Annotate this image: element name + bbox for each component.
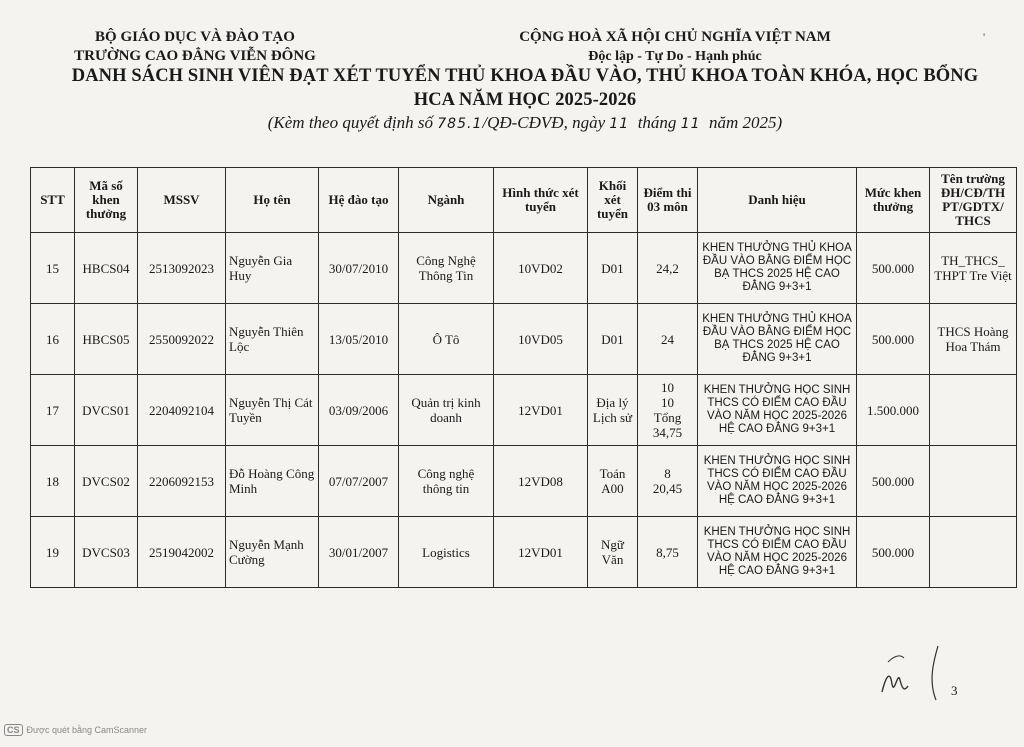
cell-award-amount: 1.500.000 bbox=[857, 375, 930, 446]
camscanner-icon: CS bbox=[4, 724, 23, 736]
document-subtitle bbox=[30, 113, 1020, 133]
cell-program: 03/09/2006 bbox=[319, 375, 399, 446]
cell-award-amount: 500.000 bbox=[857, 304, 930, 375]
header-student-id: MSSV bbox=[138, 168, 226, 233]
cell-student-id: 2550092022 bbox=[138, 304, 226, 375]
table-row bbox=[31, 517, 1017, 588]
cell-school-name bbox=[930, 375, 1017, 446]
cell-major: Công nghệ thông tin bbox=[399, 446, 494, 517]
cell-school-name bbox=[930, 517, 1017, 588]
cell-full-name: Nguyễn Thiên Lộc bbox=[226, 304, 319, 375]
cell-award-code: DVCS01 bbox=[75, 375, 138, 446]
cell-major: Ô Tô bbox=[399, 304, 494, 375]
student-table bbox=[30, 167, 1017, 588]
cell-score: 8 20,45 bbox=[638, 446, 698, 517]
table-row bbox=[31, 375, 1017, 446]
cell-title: KHEN THƯỞNG HỌC SINH THCS CÓ ĐIỂM CAO ĐẦU VÀO NĂM HỌC 2025-2026 HỆ CAO ĐẲNG 9+3+1 bbox=[698, 375, 857, 446]
cell-student-id: 2519042002 bbox=[138, 517, 226, 588]
header-school-name: Tên trường ĐH/CĐ/TH PT/GDTX/ THCS bbox=[930, 168, 1017, 233]
subtitle-mid-2: tháng bbox=[629, 113, 681, 132]
cell-score: 24,2 bbox=[638, 233, 698, 304]
decision-month: 11 bbox=[680, 116, 701, 132]
cell-award-code: DVCS02 bbox=[75, 446, 138, 517]
cell-award-code: HBCS05 bbox=[75, 304, 138, 375]
cell-stt: 15 bbox=[31, 233, 75, 304]
cell-stt: 18 bbox=[31, 446, 75, 517]
cell-admission-method: 12VD08 bbox=[494, 446, 588, 517]
cell-score: 10 10 Tổng 34,75 bbox=[638, 375, 698, 446]
cell-award-code: HBCS04 bbox=[75, 233, 138, 304]
cell-full-name: Nguyễn Gia Huy bbox=[226, 233, 319, 304]
table-row bbox=[31, 446, 1017, 517]
cell-subject-group: D01 bbox=[588, 233, 638, 304]
header-admission-method: Hình thức xét tuyển bbox=[494, 168, 588, 233]
title-line-1: DANH SÁCH SINH VIÊN ĐẠT XÉT TUYỂN THỦ KHOA ĐẦU VÀO, THỦ KHOA TOÀN KHÓA, HỌC BỔNG bbox=[71, 66, 979, 86]
header-stt: STT bbox=[31, 168, 75, 233]
header-left bbox=[50, 28, 340, 66]
header-right bbox=[500, 28, 850, 66]
cell-title: KHEN THƯỞNG HỌC SINH THCS CÓ ĐIỂM CAO ĐẦU VÀO NĂM HỌC 2025-2026 HỆ CAO ĐẲNG 9+3+1 bbox=[698, 517, 857, 588]
cell-stt: 17 bbox=[31, 375, 75, 446]
cell-major: Quản trị kinh doanh bbox=[399, 375, 494, 446]
table-header-row bbox=[31, 168, 1017, 233]
cell-program: 30/07/2010 bbox=[319, 233, 399, 304]
cell-stt: 16 bbox=[31, 304, 75, 375]
header-subject-group: Khối xét tuyển bbox=[588, 168, 638, 233]
cell-major: Công Nghệ Thông Tin bbox=[399, 233, 494, 304]
ministry-name: BỘ GIÁO DỤC VÀ ĐÀO TẠO bbox=[95, 29, 295, 45]
cell-school-name: TH_THCS_ THPT Tre Việt bbox=[930, 233, 1017, 304]
subtitle-mid-1: /QĐ-CĐVĐ, ngày bbox=[482, 113, 610, 132]
cell-major: Logistics bbox=[399, 517, 494, 588]
cell-score: 8,75 bbox=[638, 517, 698, 588]
header-full-name: Họ tên bbox=[226, 168, 319, 233]
cell-subject-group: D01 bbox=[588, 304, 638, 375]
table-row bbox=[31, 233, 1017, 304]
cell-subject-group: Toán A00 bbox=[588, 446, 638, 517]
header-award-code: Mã số khen thưởng bbox=[75, 168, 138, 233]
cell-program: 13/05/2010 bbox=[319, 304, 399, 375]
country-name: CỘNG HOÀ XÃ HỘI CHỦ NGHĨA VIỆT NAM bbox=[519, 29, 831, 45]
cell-program: 07/07/2007 bbox=[319, 446, 399, 517]
table-row bbox=[31, 304, 1017, 375]
school-name: TRƯỜNG CAO ĐẲNG VIỄN ĐÔNG bbox=[74, 48, 316, 64]
document-title bbox=[30, 64, 1020, 112]
cell-admission-method: 10VD02 bbox=[494, 233, 588, 304]
scan-edge-mark: ' bbox=[983, 30, 986, 44]
national-motto: Độc lập - Tự Do - Hạnh phúc bbox=[588, 49, 762, 64]
header-award-amount: Mức khen thưởng bbox=[857, 168, 930, 233]
cell-award-code: DVCS03 bbox=[75, 517, 138, 588]
cell-award-amount: 500.000 bbox=[857, 233, 930, 304]
signature-icon bbox=[870, 640, 950, 710]
cell-admission-method: 12VD01 bbox=[494, 375, 588, 446]
scanner-text: Được quét bằng CamScanner bbox=[26, 725, 148, 735]
cell-student-id: 2206092153 bbox=[138, 446, 226, 517]
cell-stt: 19 bbox=[31, 517, 75, 588]
cell-title: KHEN THƯỞNG THỦ KHOA ĐẦU VÀO BẰNG ĐIỂM HỌC BẠ THCS 2025 HỆ CAO ĐẲNG 9+3+1 bbox=[698, 233, 857, 304]
cell-title: KHEN THƯỞNG HỌC SINH THCS CÓ ĐIỂM CAO ĐẦU VÀO NĂM HỌC 2025-2026 HỆ CAO ĐẲNG 9+3+1 bbox=[698, 446, 857, 517]
decision-number: 785.1 bbox=[437, 116, 483, 132]
subtitle-suffix: năm 2025) bbox=[700, 113, 783, 132]
header-title: Danh hiệu bbox=[698, 168, 857, 233]
header-program: Hệ đào tạo bbox=[319, 168, 399, 233]
cell-admission-method: 10VD05 bbox=[494, 304, 588, 375]
cell-full-name: Nguyễn Mạnh Cường bbox=[226, 517, 319, 588]
header-score: Điểm thi 03 môn bbox=[638, 168, 698, 233]
cell-student-id: 2204092104 bbox=[138, 375, 226, 446]
cell-student-id: 2513092023 bbox=[138, 233, 226, 304]
subtitle-prefix: (Kèm theo quyết định số bbox=[267, 113, 438, 132]
cell-school-name: THCS Hoàng Hoa Thám bbox=[930, 304, 1017, 375]
cell-admission-method: 12VD01 bbox=[494, 517, 588, 588]
page-number: 3 bbox=[951, 683, 958, 698]
title-line-2: HCA NĂM HỌC 2025-2026 bbox=[413, 90, 637, 110]
cell-score: 24 bbox=[638, 304, 698, 375]
cell-subject-group: Địa lý Lịch sử bbox=[588, 375, 638, 446]
cell-title: KHEN THƯỞNG THỦ KHOA ĐẦU VÀO BẰNG ĐIỂM HỌC BẠ THCS 2025 HỆ CAO ĐẲNG 9+3+1 bbox=[698, 304, 857, 375]
cell-program: 30/01/2007 bbox=[319, 517, 399, 588]
scanner-watermark bbox=[4, 724, 147, 736]
header-major: Ngành bbox=[399, 168, 494, 233]
cell-full-name: Nguyễn Thị Cát Tuyền bbox=[226, 375, 319, 446]
cell-full-name: Đỗ Hoàng Công Minh bbox=[226, 446, 319, 517]
cell-award-amount: 500.000 bbox=[857, 517, 930, 588]
cell-subject-group: Ngữ Văn bbox=[588, 517, 638, 588]
decision-day: 11 bbox=[609, 116, 630, 132]
cell-school-name bbox=[930, 446, 1017, 517]
cell-award-amount: 500.000 bbox=[857, 446, 930, 517]
